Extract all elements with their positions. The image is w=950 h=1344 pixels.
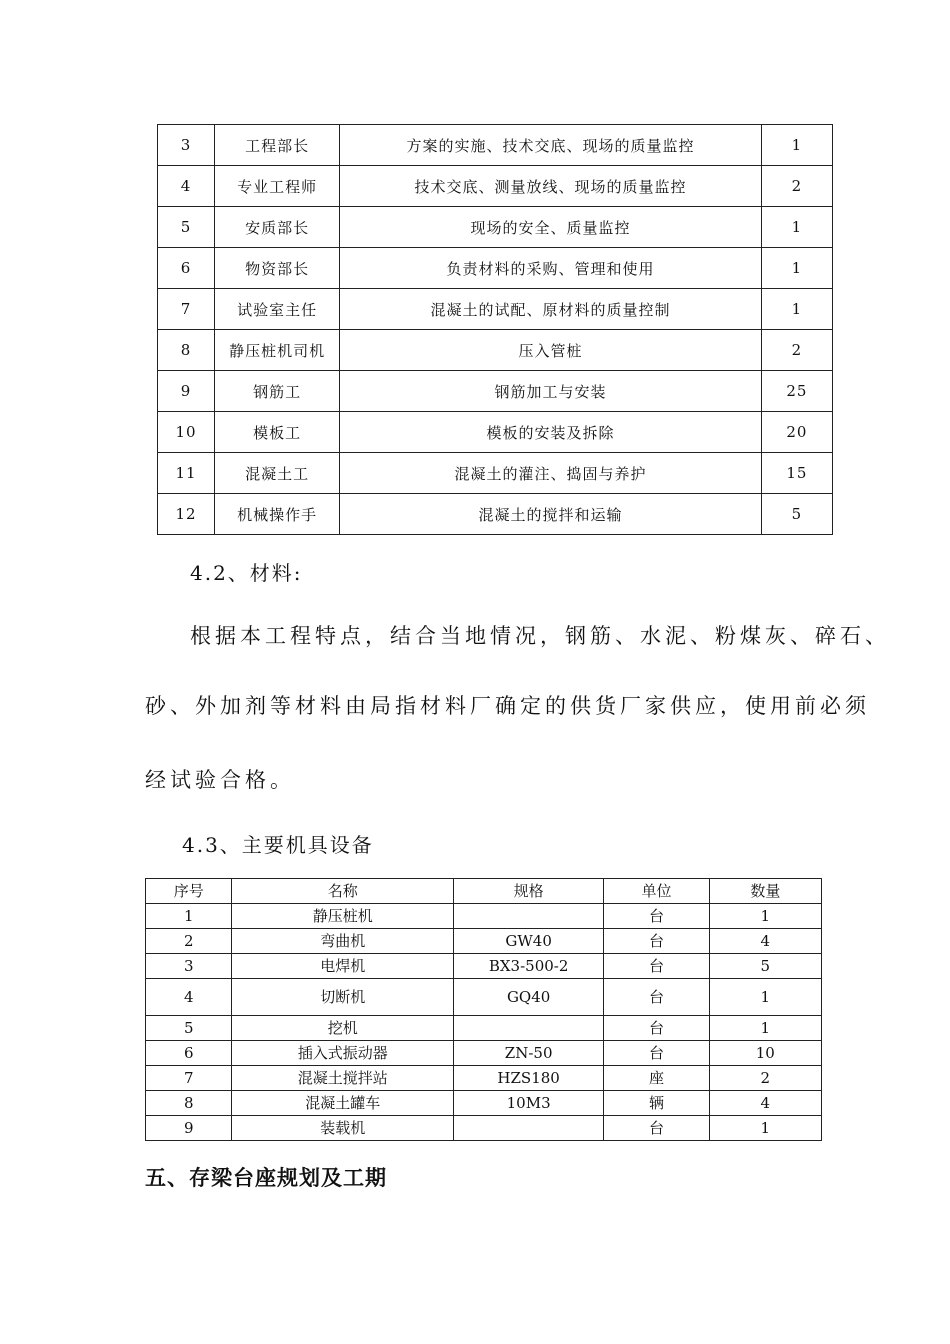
- table-row: [146, 929, 822, 954]
- table-row: [158, 330, 833, 371]
- cell-row-number: 10: [158, 412, 215, 453]
- table-row: [158, 166, 833, 207]
- paragraph-line-3: 经试验合格。: [145, 768, 295, 792]
- cell-duty: 压入管桩: [340, 330, 762, 371]
- cell-duty: 现场的安全、质量监控: [340, 207, 762, 248]
- cell-duty: 混凝土的灌注、捣固与养护: [340, 453, 762, 494]
- cell-row-number: 8: [146, 1091, 232, 1116]
- cell-row-number: 2: [146, 929, 232, 954]
- cell-spec: GQ40: [453, 979, 603, 1016]
- cell-row-number: 6: [158, 248, 215, 289]
- cell-spec: 10M3: [453, 1091, 603, 1116]
- cell-unit: 台: [604, 1016, 709, 1041]
- table-row: [158, 248, 833, 289]
- header-qty: 数量: [709, 879, 821, 904]
- table-row: [158, 494, 833, 535]
- cell-row-number: 4: [158, 166, 215, 207]
- cell-name: 混凝土搅拌站: [232, 1066, 453, 1091]
- cell-role: 工程部长: [215, 125, 340, 166]
- cell-unit: 台: [604, 1041, 709, 1066]
- cell-unit: 台: [604, 954, 709, 979]
- cell-headcount: 25: [761, 371, 832, 412]
- paragraph-line-2: 砂、外加剂等材料由局指材料厂确定的供货厂家供应，使用前必须: [145, 694, 870, 718]
- table-row: [158, 371, 833, 412]
- cell-quantity: 1: [709, 1116, 821, 1141]
- cell-name: 切断机: [232, 979, 453, 1016]
- cell-unit: 座: [604, 1066, 709, 1091]
- cell-duty: 混凝土的搅拌和运输: [340, 494, 762, 535]
- cell-headcount: 1: [761, 289, 832, 330]
- cell-row-number: 12: [158, 494, 215, 535]
- table-row: [146, 1041, 822, 1066]
- table-row: [146, 979, 822, 1016]
- cell-role: 钢筋工: [215, 371, 340, 412]
- cell-name: 静压桩机: [232, 904, 453, 929]
- cell-role: 试验室主任: [215, 289, 340, 330]
- cell-name: 弯曲机: [232, 929, 453, 954]
- cell-row-number: 4: [146, 979, 232, 1016]
- cell-role: 物资部长: [215, 248, 340, 289]
- cell-row-number: 5: [158, 207, 215, 248]
- cell-spec: [453, 904, 603, 929]
- cell-quantity: 4: [709, 1091, 821, 1116]
- cell-quantity: 1: [709, 1016, 821, 1041]
- table-row: [146, 904, 822, 929]
- table-row: [146, 1066, 822, 1091]
- section-5-heading: 五、存梁台座规划及工期: [145, 1165, 387, 1190]
- cell-spec: HZS180: [453, 1066, 603, 1091]
- cell-name: 装载机: [232, 1116, 453, 1141]
- cell-role: 安质部长: [215, 207, 340, 248]
- header-name: 名称: [232, 879, 453, 904]
- section-4-2-heading: 4.2、材料:: [190, 561, 303, 585]
- cell-headcount: 1: [761, 125, 832, 166]
- table-row: [158, 453, 833, 494]
- cell-quantity: 10: [709, 1041, 821, 1066]
- cell-spec: BX3-500-2: [453, 954, 603, 979]
- cell-row-number: 6: [146, 1041, 232, 1066]
- cell-quantity: 2: [709, 1066, 821, 1091]
- cell-row-number: 9: [146, 1116, 232, 1141]
- cell-duty: 钢筋加工与安装: [340, 371, 762, 412]
- cell-duty: 负责材料的采购、管理和使用: [340, 248, 762, 289]
- cell-headcount: 2: [761, 330, 832, 371]
- table-row: [158, 125, 833, 166]
- header-spec: 规格: [453, 879, 603, 904]
- cell-role: 模板工: [215, 412, 340, 453]
- cell-role: 静压桩机司机: [215, 330, 340, 371]
- cell-row-number: 3: [158, 125, 215, 166]
- cell-headcount: 20: [761, 412, 832, 453]
- cell-role: 机械操作手: [215, 494, 340, 535]
- cell-headcount: 15: [761, 453, 832, 494]
- staff-table: [157, 124, 833, 535]
- table-row: [146, 1091, 822, 1116]
- cell-row-number: 3: [146, 954, 232, 979]
- cell-unit: 辆: [604, 1091, 709, 1116]
- cell-name: 电焊机: [232, 954, 453, 979]
- cell-duty: 技术交底、测量放线、现场的质量监控: [340, 166, 762, 207]
- cell-quantity: 4: [709, 929, 821, 954]
- cell-quantity: 1: [709, 979, 821, 1016]
- table-row: [146, 1116, 822, 1141]
- cell-row-number: 8: [158, 330, 215, 371]
- cell-unit: 台: [604, 979, 709, 1016]
- cell-row-number: 7: [146, 1066, 232, 1091]
- cell-headcount: 2: [761, 166, 832, 207]
- cell-row-number: 11: [158, 453, 215, 494]
- cell-duty: 方案的实施、技术交底、现场的质量监控: [340, 125, 762, 166]
- cell-unit: 台: [604, 929, 709, 954]
- cell-spec: [453, 1116, 603, 1141]
- table-row: [146, 954, 822, 979]
- cell-headcount: 1: [761, 207, 832, 248]
- header-unit: 单位: [604, 879, 709, 904]
- cell-spec: GW40: [453, 929, 603, 954]
- cell-role: 混凝土工: [215, 453, 340, 494]
- cell-row-number: 1: [146, 904, 232, 929]
- cell-spec: [453, 1016, 603, 1041]
- cell-name: 挖机: [232, 1016, 453, 1041]
- section-4-3-heading: 4.3、主要机具设备: [182, 833, 374, 857]
- cell-unit: 台: [604, 904, 709, 929]
- cell-quantity: 5: [709, 954, 821, 979]
- table-row: [146, 1016, 822, 1041]
- cell-name: 混凝土罐车: [232, 1091, 453, 1116]
- cell-spec: ZN-50: [453, 1041, 603, 1066]
- equipment-table-header: [146, 879, 822, 904]
- cell-name: 插入式振动器: [232, 1041, 453, 1066]
- cell-role: 专业工程师: [215, 166, 340, 207]
- cell-quantity: 1: [709, 904, 821, 929]
- cell-row-number: 7: [158, 289, 215, 330]
- cell-duty: 混凝土的试配、原材料的质量控制: [340, 289, 762, 330]
- table-row: [158, 207, 833, 248]
- table-row: [158, 412, 833, 453]
- cell-row-number: 5: [146, 1016, 232, 1041]
- cell-unit: 台: [604, 1116, 709, 1141]
- table-row: [158, 289, 833, 330]
- cell-row-number: 9: [158, 371, 215, 412]
- header-no: 序号: [146, 879, 232, 904]
- equipment-table: [145, 878, 822, 1141]
- cell-headcount: 5: [761, 494, 832, 535]
- cell-duty: 模板的安装及拆除: [340, 412, 762, 453]
- paragraph-line-1: 根据本工程特点，结合当地情况，钢筋、水泥、粉煤灰、碎石、: [190, 624, 890, 648]
- cell-headcount: 1: [761, 248, 832, 289]
